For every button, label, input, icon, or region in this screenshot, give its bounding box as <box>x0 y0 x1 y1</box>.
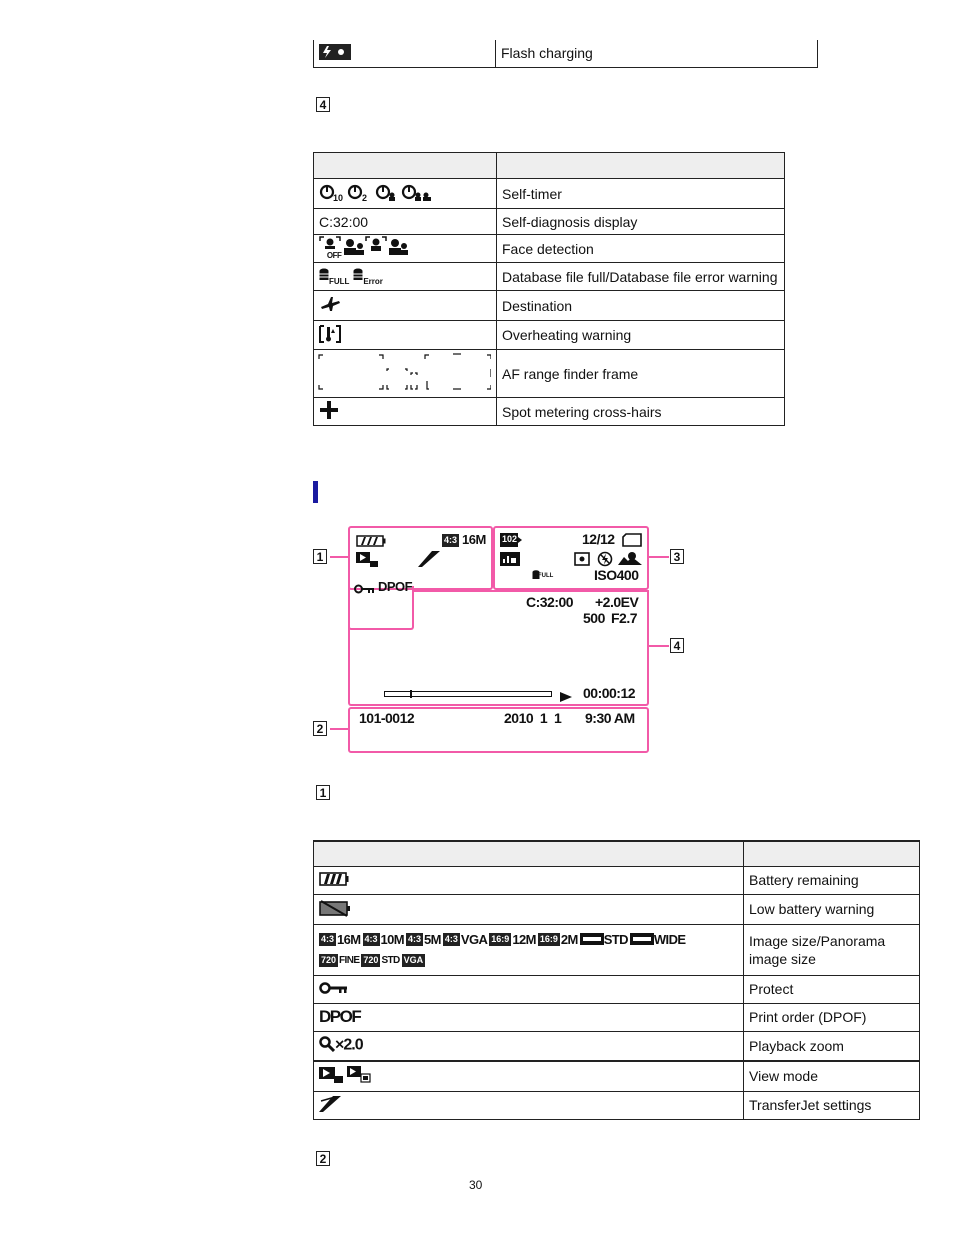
callout-line-4 <box>649 645 669 647</box>
size-5m: 5M <box>424 931 441 947</box>
dpof-text: DPOF <box>378 579 413 594</box>
database-error-text: Error <box>363 276 383 286</box>
self-diagnosis-code: C:32:00 <box>526 594 574 610</box>
play-icon <box>560 689 572 705</box>
magnifier-icon <box>319 1036 335 1055</box>
callout-line-1 <box>330 556 348 558</box>
database-warning-icon-cell <box>314 263 497 291</box>
transferjet-settings-icon <box>319 1095 341 1116</box>
callout-3: 3 <box>670 549 684 564</box>
spot-metering-icon-cell <box>314 398 497 426</box>
file-number: 101-0012 <box>359 710 415 726</box>
playback-screen-diagram <box>300 520 700 760</box>
folder-list-icon <box>500 552 520 569</box>
zoom-label: Playback zoom <box>744 1031 920 1061</box>
aspect-43-tag-4: 4:3 <box>444 934 458 944</box>
zoom-value: ×2.0 <box>335 1036 363 1054</box>
movie-std: STD <box>381 954 400 966</box>
svg-text:10: 10 <box>333 193 344 202</box>
movie-720-tag-1: 720 <box>321 955 337 966</box>
size-16m: 16M <box>337 931 361 947</box>
transferjet-icon <box>418 550 440 571</box>
movie-vga-tag: VGA <box>403 955 424 966</box>
playback-bar-knob[interactable] <box>410 690 412 698</box>
header-meaning <box>497 153 785 179</box>
size-2m: 2M <box>560 931 578 947</box>
flash-table <box>313 40 818 68</box>
aspect-43-tag-3: 4:3 <box>408 934 422 944</box>
battery-remaining-label: Battery remaining <box>744 866 920 894</box>
section-heading-bar <box>313 481 318 503</box>
size-10m: 10M <box>380 931 405 947</box>
header-indicator-1 <box>314 841 744 866</box>
spot-metering-label: Spot metering cross-hairs <box>497 398 785 426</box>
image-size-label: Image size/Panorama image size <box>744 924 920 975</box>
face-off-sublabel: OFF <box>326 251 342 261</box>
view-mode-label: View mode <box>744 1061 920 1091</box>
database-warning-label: Database file full/Database file error warning <box>497 263 785 291</box>
database-error-icon <box>353 268 363 285</box>
size-vga: VGA <box>460 931 488 947</box>
battery-icon <box>356 534 386 550</box>
zoom-icon-cell <box>314 1031 744 1061</box>
af-frame-icon-cell <box>314 350 497 398</box>
low-battery-icon-cell <box>314 894 744 924</box>
self-diagnosis-label: Self-diagnosis display <box>497 209 785 235</box>
low-battery-label: Low battery warning <box>744 894 920 924</box>
indicator-table-1 <box>313 840 920 1120</box>
size-wide: WIDE <box>653 931 686 947</box>
folder-number: 102 <box>502 534 518 544</box>
callout-4: 4 <box>670 638 684 653</box>
af-range-frame-icon <box>319 353 491 394</box>
section-2-marker: 2 <box>316 1151 330 1166</box>
af-frame-label: AF range finder frame <box>497 350 785 398</box>
view-mode-date-icon <box>319 1066 343 1087</box>
transferjet-label: TransferJet settings <box>744 1091 920 1119</box>
database-full-text: FULL <box>329 276 350 286</box>
aspect-43-tag-1: 4:3 <box>321 934 335 944</box>
destination-label: Destination <box>497 291 785 321</box>
battery-icon-cell <box>314 866 744 894</box>
image-count: 12/12 <box>582 531 615 547</box>
recording-time: 9:30 AM <box>585 710 635 726</box>
memory-card-icon <box>622 533 642 550</box>
dpof-label: Print order (DPOF) <box>744 1003 920 1031</box>
aperture: F2.7 <box>611 610 638 626</box>
flash-charging-icon-cell <box>314 40 496 67</box>
iso-text: ISO400 <box>594 567 639 583</box>
dpof-icon-cell <box>314 1003 744 1031</box>
self-timer-label: Self-timer <box>497 179 785 209</box>
protect-icon-cell <box>314 975 744 1003</box>
spot-meter-icon <box>574 552 590 569</box>
protect-icon <box>319 981 347 998</box>
shutter-speed: 500 <box>583 610 605 626</box>
exposure-value: +2.0EV <box>595 594 639 610</box>
view-mode-icon-cell <box>314 1061 744 1091</box>
size-12m: 12M <box>512 931 536 947</box>
face-detection-label: Face detection <box>497 235 785 263</box>
callout-line-3 <box>649 556 669 558</box>
movie-fine: FINE <box>339 954 360 966</box>
image-size-text: 16M <box>462 532 486 547</box>
protect-label: Protect <box>744 975 920 1003</box>
airplane-icon <box>319 295 341 316</box>
destination-icon-cell <box>314 291 497 321</box>
callout-line-2 <box>330 728 348 730</box>
aspect-43-tag-2: 4:3 <box>364 934 378 944</box>
header-indicator <box>314 153 497 179</box>
playback-counter: 00:00:12 <box>583 685 636 701</box>
self-diagnosis-icon-cell: C:32:00 <box>314 209 497 235</box>
battery-remaining-icon <box>319 872 349 889</box>
movie-720-tag-2: 720 <box>363 955 379 966</box>
aspect-ratio-tag: 4:3 <box>444 535 458 545</box>
callout-1: 1 <box>313 549 327 564</box>
panorama-std-icon <box>580 930 604 950</box>
protect-key-icon <box>354 581 374 597</box>
aspect-169-tag-1: 16:9 <box>491 934 510 944</box>
crosshair-icon <box>319 401 339 422</box>
indicator-table-4 <box>313 152 785 426</box>
view-mode-folder-icon <box>347 1066 371 1087</box>
aspect-169-tag-2: 16:9 <box>539 934 558 944</box>
flash-charging-icon <box>319 44 351 63</box>
size-std: STD <box>603 931 628 947</box>
dpof-icon-text: DPOF <box>319 1007 361 1026</box>
landscape-icon <box>618 551 642 568</box>
header-meaning-1 <box>744 841 920 866</box>
database-full-icon <box>319 268 329 285</box>
section-4-marker: 4 <box>316 97 330 112</box>
self-timer-icon-cell <box>314 179 497 209</box>
transferjet-icon-cell <box>314 1091 744 1119</box>
database-full-screen-text: FULL <box>538 573 554 579</box>
page-number: 30 <box>469 1178 483 1192</box>
panorama-wide-icon <box>630 930 654 950</box>
low-battery-icon <box>319 899 351 920</box>
svg-text:2: 2 <box>362 193 368 202</box>
view-mode-icon <box>356 552 378 571</box>
section-1-marker: 1 <box>316 785 330 800</box>
overheating-label: Overheating warning <box>497 321 785 350</box>
flash-charging-label: Flash charging <box>496 40 818 67</box>
face-detection-icon-cell <box>314 235 497 263</box>
self-timer-icon <box>319 182 435 205</box>
callout-2: 2 <box>313 721 327 736</box>
recording-date: 2010 1 1 <box>504 710 562 726</box>
thermometer-icon <box>319 325 341 346</box>
overheating-icon-cell <box>314 321 497 350</box>
image-size-icon-cell <box>314 924 744 975</box>
